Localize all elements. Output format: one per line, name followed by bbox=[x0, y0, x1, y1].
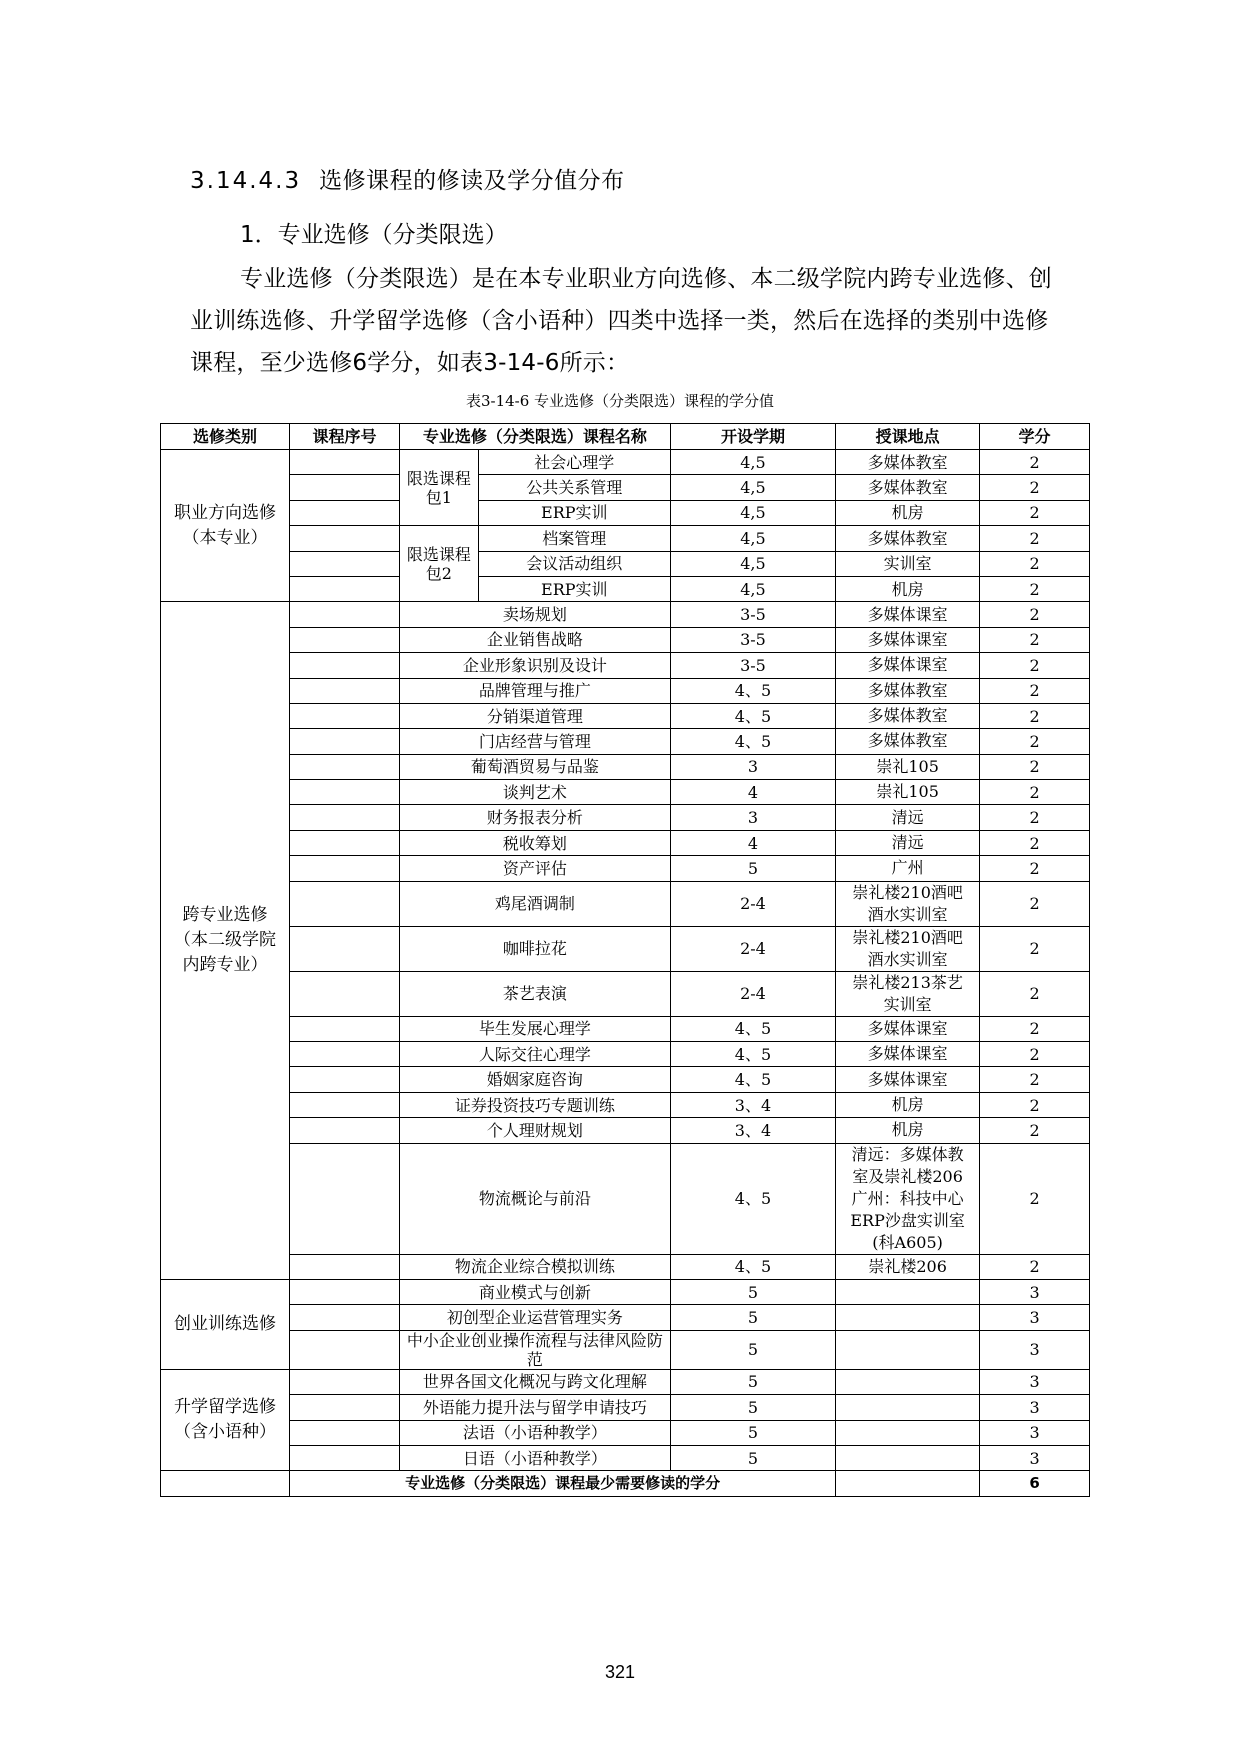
location-cell: 崇礼楼210酒吧酒水实训室 bbox=[836, 881, 980, 926]
location-cell: 崇礼楼213茶艺实训室 bbox=[836, 971, 980, 1016]
location-cell bbox=[836, 1279, 980, 1304]
location-cell bbox=[836, 1305, 980, 1330]
course-name-cell: 税收筹划 bbox=[399, 830, 670, 855]
course-name-cell: 物流概论与前沿 bbox=[399, 1143, 670, 1254]
table-row bbox=[161, 1279, 1090, 1304]
location-cell: 多媒体教室 bbox=[836, 475, 980, 500]
course-number-cell bbox=[290, 475, 400, 500]
semester-cell: 4、5 bbox=[670, 1254, 835, 1279]
credit-cell: 2 bbox=[980, 971, 1090, 1016]
location-cell bbox=[836, 1445, 980, 1470]
credit-cell: 2 bbox=[980, 926, 1090, 971]
table-row bbox=[161, 805, 1090, 830]
table-row bbox=[161, 1330, 1090, 1369]
table-row bbox=[161, 526, 1090, 551]
semester-cell: 4、5 bbox=[670, 1042, 835, 1067]
location-cell: 多媒体教室 bbox=[836, 729, 980, 754]
category-cell: 创业训练选修 bbox=[161, 1279, 290, 1369]
table-row bbox=[161, 729, 1090, 754]
location-cell: 机房 bbox=[836, 1092, 980, 1117]
location-cell: 多媒体课室 bbox=[836, 627, 980, 652]
table-row bbox=[161, 1305, 1090, 1330]
course-name-cell: 企业形象识别及设计 bbox=[399, 653, 670, 678]
credit-cell: 3 bbox=[980, 1420, 1090, 1445]
credit-cell: 2 bbox=[980, 729, 1090, 754]
credit-cell: 2 bbox=[980, 1143, 1090, 1254]
total-label-cell: 专业选修（分类限选）课程最少需要修读的学分 bbox=[290, 1471, 836, 1496]
course-name-cell: ERP实训 bbox=[478, 576, 670, 601]
location-cell: 清远 bbox=[836, 805, 980, 830]
semester-cell: 5 bbox=[670, 1369, 835, 1394]
credit-cell: 3 bbox=[980, 1369, 1090, 1394]
location-cell: 机房 bbox=[836, 1118, 980, 1143]
subsection-heading: 1．专业选修（分类限选） bbox=[240, 222, 508, 248]
credit-cell: 3 bbox=[980, 1395, 1090, 1420]
table-row bbox=[161, 450, 1090, 475]
semester-cell: 3 bbox=[670, 805, 835, 830]
credit-cell: 2 bbox=[980, 653, 1090, 678]
semester-cell: 2-4 bbox=[670, 971, 835, 1016]
course-name-cell: 证券投资技巧专题训练 bbox=[399, 1092, 670, 1117]
credit-cell: 2 bbox=[980, 1118, 1090, 1143]
table-row bbox=[161, 1420, 1090, 1445]
course-name-cell: 人际交往心理学 bbox=[399, 1042, 670, 1067]
location-cell: 多媒体课室 bbox=[836, 1067, 980, 1092]
table-row bbox=[161, 1118, 1090, 1143]
credit-cell: 2 bbox=[980, 526, 1090, 551]
course-number-cell bbox=[290, 1395, 400, 1420]
course-name-cell: 葡萄酒贸易与品鉴 bbox=[399, 754, 670, 779]
table-row bbox=[161, 551, 1090, 576]
semester-cell: 4、5 bbox=[670, 678, 835, 703]
course-name-cell: 商业模式与创新 bbox=[399, 1279, 670, 1304]
credit-cell: 2 bbox=[980, 450, 1090, 475]
credit-cell: 3 bbox=[980, 1279, 1090, 1304]
credit-cell: 2 bbox=[980, 703, 1090, 728]
semester-cell: 4,5 bbox=[670, 576, 835, 601]
section-heading bbox=[190, 162, 625, 195]
semester-cell: 4、5 bbox=[670, 1143, 835, 1254]
table-row bbox=[161, 500, 1090, 525]
location-cell: 多媒体课室 bbox=[836, 1016, 980, 1041]
location-cell bbox=[836, 1369, 980, 1394]
location-cell: 清远 bbox=[836, 830, 980, 855]
semester-cell: 5 bbox=[670, 1279, 835, 1304]
total-blank-cell bbox=[836, 1471, 980, 1496]
semester-cell: 4 bbox=[670, 830, 835, 855]
course-number-cell bbox=[290, 729, 400, 754]
course-number-cell bbox=[290, 703, 400, 728]
location-cell: 多媒体教室 bbox=[836, 678, 980, 703]
semester-cell: 4、5 bbox=[670, 1067, 835, 1092]
location-cell: 多媒体教室 bbox=[836, 526, 980, 551]
location-cell: 广州 bbox=[836, 856, 980, 881]
body-paragraph: 专业选修（分类限选）是在本专业职业方向选修、本二级学院内跨专业选修、创业训练选修、升学留学选修（含小语种）四类中选择一类，然后在选择的类别中选修课程，至少选修6学分，如表3-14-6所示： bbox=[190, 266, 1052, 376]
semester-cell: 5 bbox=[670, 1395, 835, 1420]
course-name-cell: 公共关系管理 bbox=[478, 475, 670, 500]
location-cell bbox=[836, 1420, 980, 1445]
table-row bbox=[161, 576, 1090, 601]
semester-cell: 5 bbox=[670, 1420, 835, 1445]
table-row bbox=[161, 881, 1090, 926]
semester-cell: 4,5 bbox=[670, 526, 835, 551]
course-number-cell bbox=[290, 971, 400, 1016]
table-row bbox=[161, 1067, 1090, 1092]
credit-cell: 2 bbox=[980, 780, 1090, 805]
course-number-cell bbox=[290, 856, 400, 881]
course-number-cell bbox=[290, 678, 400, 703]
credit-cell: 2 bbox=[980, 551, 1090, 576]
semester-cell: 4,5 bbox=[670, 551, 835, 576]
course-name-cell: 法语（小语种教学） bbox=[399, 1420, 670, 1445]
course-name-cell: 品牌管理与推广 bbox=[399, 678, 670, 703]
category-cell: 跨专业选修（本二级学院内跨专业） bbox=[161, 602, 290, 1280]
header-course-name: 专业选修（分类限选）课程名称 bbox=[399, 424, 670, 450]
credit-table bbox=[160, 423, 1090, 1497]
course-number-cell bbox=[290, 627, 400, 652]
course-number-cell bbox=[290, 1279, 400, 1304]
semester-cell: 4,5 bbox=[670, 500, 835, 525]
course-number-cell bbox=[290, 1305, 400, 1330]
course-name-cell: 世界各国文化概况与跨文化理解 bbox=[399, 1369, 670, 1394]
course-name-cell: 咖啡拉花 bbox=[399, 926, 670, 971]
package-cell: 限选课程包2 bbox=[399, 526, 478, 602]
credit-cell: 3 bbox=[980, 1305, 1090, 1330]
credit-cell: 2 bbox=[980, 576, 1090, 601]
semester-cell: 3-5 bbox=[670, 627, 835, 652]
course-number-cell bbox=[290, 830, 400, 855]
semester-cell: 3-5 bbox=[670, 602, 835, 627]
table-row bbox=[161, 1042, 1090, 1067]
course-number-cell bbox=[290, 881, 400, 926]
credit-cell: 2 bbox=[980, 678, 1090, 703]
course-number-cell bbox=[290, 526, 400, 551]
category-cell: 升学留学选修（含小语种） bbox=[161, 1369, 290, 1471]
course-number-cell bbox=[290, 576, 400, 601]
table-row bbox=[161, 653, 1090, 678]
credit-cell: 2 bbox=[980, 881, 1090, 926]
table-row bbox=[161, 830, 1090, 855]
course-name-cell: 卖场规划 bbox=[399, 602, 670, 627]
table-row bbox=[161, 780, 1090, 805]
course-name-cell: 会议活动组织 bbox=[478, 551, 670, 576]
table-row bbox=[161, 926, 1090, 971]
course-number-cell bbox=[290, 602, 400, 627]
semester-cell: 5 bbox=[670, 856, 835, 881]
section-number: 3.14.4.3 bbox=[190, 168, 302, 194]
course-name-cell: 初创型企业运营管理实务 bbox=[399, 1305, 670, 1330]
semester-cell: 3、4 bbox=[670, 1118, 835, 1143]
course-number-cell bbox=[290, 805, 400, 830]
credit-cell: 2 bbox=[980, 754, 1090, 779]
location-cell: 崇礼楼206 bbox=[836, 1254, 980, 1279]
semester-cell: 3、4 bbox=[670, 1092, 835, 1117]
location-cell: 机房 bbox=[836, 576, 980, 601]
course-name-cell: 日语（小语种教学） bbox=[399, 1445, 670, 1470]
header-course-number: 课程序号 bbox=[290, 424, 400, 450]
total-value-cell: 6 bbox=[980, 1471, 1090, 1496]
course-name-cell: 婚姻家庭咨询 bbox=[399, 1067, 670, 1092]
semester-cell: 5 bbox=[670, 1330, 835, 1369]
table-row bbox=[161, 971, 1090, 1016]
location-cell: 多媒体课室 bbox=[836, 1042, 980, 1067]
credit-cell: 2 bbox=[980, 805, 1090, 830]
package-cell: 限选课程包1 bbox=[399, 450, 478, 526]
header-credits: 学分 bbox=[980, 424, 1090, 450]
credit-cell: 2 bbox=[980, 1067, 1090, 1092]
credit-cell: 2 bbox=[980, 602, 1090, 627]
table-row bbox=[161, 1395, 1090, 1420]
page-number: 321 bbox=[604, 1662, 636, 1682]
location-cell: 清远：多媒体教室及崇礼楼206 广州：科技中心ERP沙盘实训室(科A605) bbox=[836, 1143, 980, 1254]
credit-cell: 3 bbox=[980, 1445, 1090, 1470]
location-cell: 多媒体课室 bbox=[836, 653, 980, 678]
course-name-cell: 外语能力提升法与留学申请技巧 bbox=[399, 1395, 670, 1420]
semester-cell: 4 bbox=[670, 780, 835, 805]
table-row bbox=[161, 1445, 1090, 1470]
course-number-cell bbox=[290, 926, 400, 971]
credit-cell: 2 bbox=[980, 1042, 1090, 1067]
course-name-cell: 毕生发展心理学 bbox=[399, 1016, 670, 1041]
course-number-cell bbox=[290, 1369, 400, 1394]
course-number-cell bbox=[290, 1118, 400, 1143]
credit-cell: 2 bbox=[980, 856, 1090, 881]
location-cell: 崇礼105 bbox=[836, 780, 980, 805]
header-semester: 开设学期 bbox=[670, 424, 835, 450]
location-cell: 实训室 bbox=[836, 551, 980, 576]
location-cell: 崇礼楼210酒吧酒水实训室 bbox=[836, 926, 980, 971]
table-row bbox=[161, 475, 1090, 500]
semester-cell: 3-5 bbox=[670, 653, 835, 678]
semester-cell: 2-4 bbox=[670, 926, 835, 971]
semester-cell: 5 bbox=[670, 1445, 835, 1470]
location-cell bbox=[836, 1395, 980, 1420]
table-row bbox=[161, 703, 1090, 728]
course-name-cell: 企业销售战略 bbox=[399, 627, 670, 652]
table-row bbox=[161, 627, 1090, 652]
course-name-cell: 物流企业综合模拟训练 bbox=[399, 1254, 670, 1279]
course-name-cell: 社会心理学 bbox=[478, 450, 670, 475]
semester-cell: 4、5 bbox=[670, 729, 835, 754]
course-number-cell bbox=[290, 1254, 400, 1279]
credit-cell: 2 bbox=[980, 1254, 1090, 1279]
credit-cell: 2 bbox=[980, 1016, 1090, 1041]
credit-cell: 2 bbox=[980, 1092, 1090, 1117]
course-number-cell bbox=[290, 1092, 400, 1117]
table-row bbox=[161, 1471, 1090, 1496]
semester-cell: 2-4 bbox=[670, 881, 835, 926]
credit-cell: 2 bbox=[980, 500, 1090, 525]
course-number-cell bbox=[290, 500, 400, 525]
section-title: 选修课程的修读及学分值分布 bbox=[319, 168, 625, 194]
table-row bbox=[161, 1016, 1090, 1041]
course-number-cell bbox=[290, 1016, 400, 1041]
table-header-row bbox=[161, 424, 1090, 450]
course-number-cell bbox=[290, 1420, 400, 1445]
course-number-cell bbox=[290, 1330, 400, 1369]
semester-cell: 3 bbox=[670, 754, 835, 779]
semester-cell: 4、5 bbox=[670, 703, 835, 728]
course-number-cell bbox=[290, 450, 400, 475]
course-name-cell: 中小企业创业操作流程与法律风险防范 bbox=[399, 1330, 670, 1369]
credit-cell: 3 bbox=[980, 1330, 1090, 1369]
course-number-cell bbox=[290, 1067, 400, 1092]
course-name-cell: 个人理财规划 bbox=[399, 1118, 670, 1143]
semester-cell: 4,5 bbox=[670, 475, 835, 500]
semester-cell: 4、5 bbox=[670, 1016, 835, 1041]
course-name-cell: 资产评估 bbox=[399, 856, 670, 881]
course-name-cell: 茶艺表演 bbox=[399, 971, 670, 1016]
location-cell: 多媒体教室 bbox=[836, 450, 980, 475]
header-category: 选修类别 bbox=[161, 424, 290, 450]
course-name-cell: 财务报表分析 bbox=[399, 805, 670, 830]
credit-cell: 2 bbox=[980, 475, 1090, 500]
table-row bbox=[161, 1254, 1090, 1279]
location-cell: 崇礼105 bbox=[836, 754, 980, 779]
course-number-cell bbox=[290, 1143, 400, 1254]
total-blank-cell bbox=[161, 1471, 290, 1496]
course-name-cell: 门店经营与管理 bbox=[399, 729, 670, 754]
semester-cell: 4,5 bbox=[670, 450, 835, 475]
course-number-cell bbox=[290, 551, 400, 576]
table-row bbox=[161, 856, 1090, 881]
category-cell: 职业方向选修（本专业） bbox=[161, 450, 290, 602]
table-row bbox=[161, 1369, 1090, 1394]
course-number-cell bbox=[290, 653, 400, 678]
location-cell: 机房 bbox=[836, 500, 980, 525]
table-caption: 表3-14-6 专业选修（分类限选）课程的学分值 bbox=[465, 392, 775, 410]
credit-cell: 2 bbox=[980, 830, 1090, 855]
course-number-cell bbox=[290, 1042, 400, 1067]
location-cell bbox=[836, 1330, 980, 1369]
course-number-cell bbox=[290, 754, 400, 779]
location-cell: 多媒体课室 bbox=[836, 602, 980, 627]
table-row bbox=[161, 678, 1090, 703]
table-row bbox=[161, 1143, 1090, 1254]
course-name-cell: ERP实训 bbox=[478, 500, 670, 525]
credit-cell: 2 bbox=[980, 627, 1090, 652]
table-row bbox=[161, 602, 1090, 627]
course-number-cell bbox=[290, 1445, 400, 1470]
semester-cell: 5 bbox=[670, 1305, 835, 1330]
header-location: 授课地点 bbox=[836, 424, 980, 450]
course-name-cell: 分销渠道管理 bbox=[399, 703, 670, 728]
table-row bbox=[161, 754, 1090, 779]
course-name-cell: 鸡尾酒调制 bbox=[399, 881, 670, 926]
course-name-cell: 谈判艺术 bbox=[399, 780, 670, 805]
table-row bbox=[161, 1092, 1090, 1117]
course-number-cell bbox=[290, 780, 400, 805]
location-cell: 多媒体教室 bbox=[836, 703, 980, 728]
course-name-cell: 档案管理 bbox=[478, 526, 670, 551]
